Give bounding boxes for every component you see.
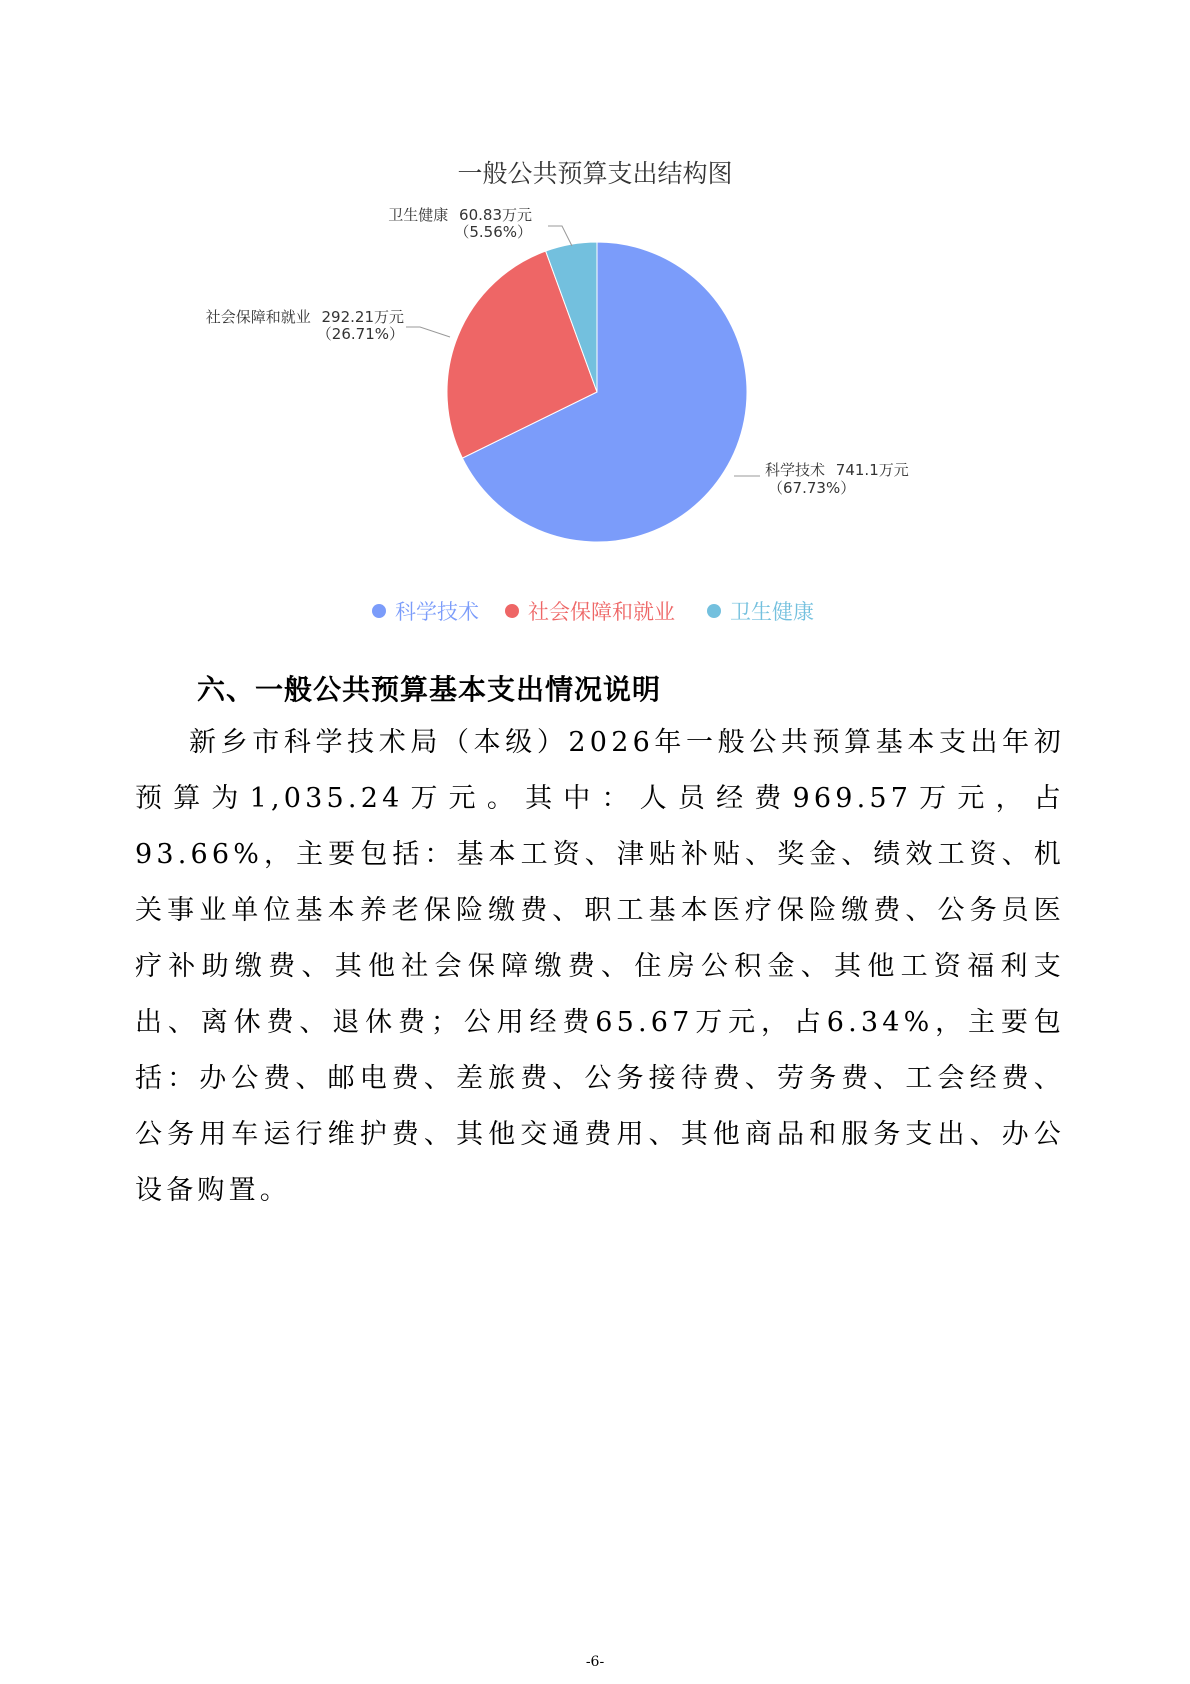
leader-line-health (548, 226, 572, 246)
legend-item-social[interactable]: 社会保障和就业 (528, 600, 675, 624)
page-number: -6- (585, 1654, 605, 1670)
slice-value-health: 60.83万元 (459, 206, 532, 224)
legend-dot-science[interactable] (372, 604, 386, 618)
budget-pie-chart (0, 0, 1190, 660)
slice-percent-social: （26.71%） (316, 325, 404, 343)
slice-percent-science: （67.73%） (768, 479, 856, 497)
slice-label-social (206, 308, 404, 326)
leader-line-social (406, 327, 450, 337)
slice-name-health: 卫生健康 (388, 206, 449, 224)
slice-value-science: 741.1万元 (835, 461, 909, 479)
slice-percent-health: （5.56%） (454, 223, 532, 241)
slice-name-social: 社会保障和就业 (205, 308, 311, 326)
legend-dot-social[interactable] (505, 604, 519, 618)
legend-item-science[interactable]: 科学技术 (395, 600, 479, 624)
slice-label-science (765, 461, 909, 479)
slice-value-social: 292.21万元 (321, 308, 404, 326)
section-heading: 六、一般公共预算基本支出情况说明 (197, 673, 662, 706)
legend-item-health[interactable]: 卫生健康 (730, 600, 814, 624)
chart-legend (372, 600, 814, 624)
legend-dot-health[interactable] (707, 604, 721, 618)
slice-label-health (388, 206, 532, 224)
pie-slices (447, 242, 747, 542)
slice-name-science: 科学技术 (765, 461, 826, 479)
body-paragraph: 新乡市科学技术局（本级）2026年一般公共预算基本支出年初预算为1,035.24万元。其中：人员经费969.57万元，占93.66%，主要包括：基本工资、津贴补贴、奖金、绩效工资、机关事业单位基本养老保险缴费、职工基本医疗保险缴费、公务员医疗补助缴费、其他社会保障缴费、住房公积金、其他工资福利支出、离休费、退休费；公用经费65.67万元，占6.34%，主要包括：办公费、邮电费、差旅费、公务接待费、劳务费、工会经费、公务用车运行维护费、其他交通费用、其他商品和服务支出、办公设备购置。 (135, 727, 1065, 1206)
chart-title: 一般公共预算支出结构图 (457, 159, 733, 188)
